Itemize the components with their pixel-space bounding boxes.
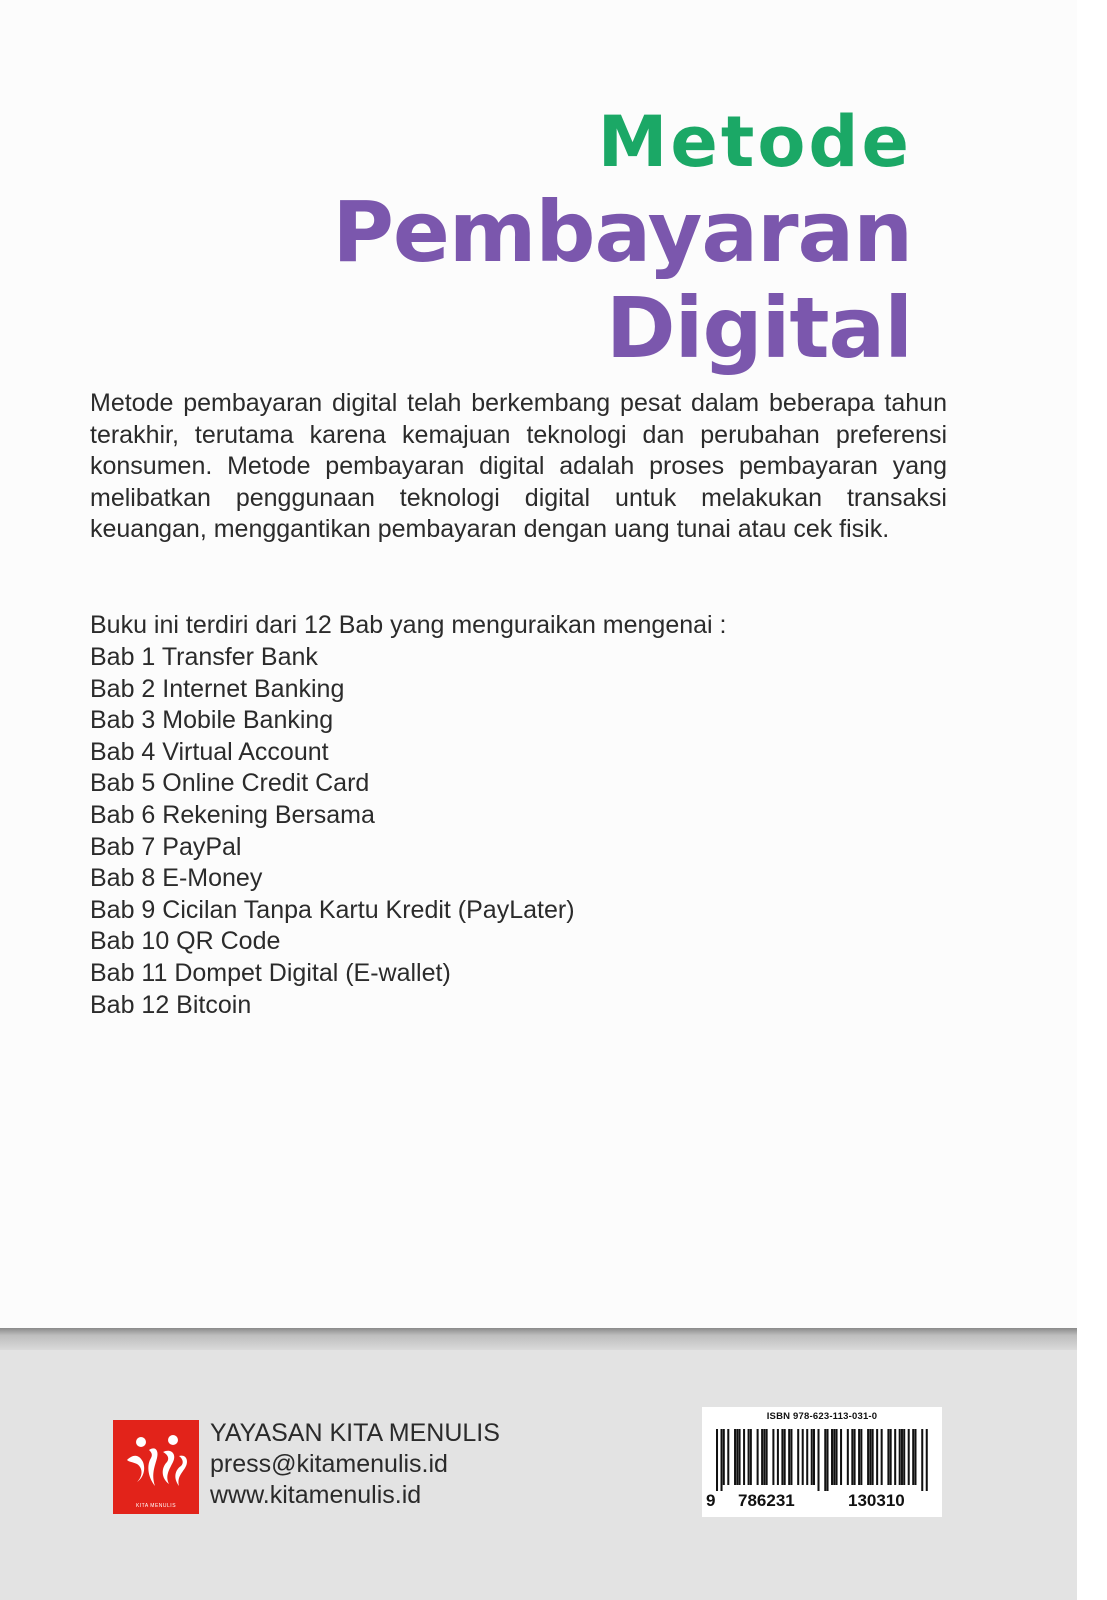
barcode-bar [890,1429,892,1485]
chapter-item: Bab 3 Mobile Banking [90,706,334,735]
chapter-item: Bab 8 E-Money [90,864,263,893]
barcode-bar [736,1429,738,1485]
book-title [332,100,912,376]
publisher-email: press@kitamenulis.id [210,1450,448,1478]
chapter-item: Bab 12 Bitcoin [90,990,252,1019]
publisher-name: YAYASAN KITA MENULIS [210,1419,500,1447]
barcode-bar [887,1429,889,1485]
barcode-bar [831,1429,833,1485]
barcode-bar [851,1429,853,1485]
barcode-bar [914,1429,916,1485]
barcode-bar [881,1429,883,1485]
barcode-bar [817,1429,819,1491]
isbn-label: ISBN 978-623-113-031-0 [766,1411,878,1422]
chapter-item: Bab 9 Cicilan Tanpa Kartu Kredit (PayLater) [90,895,575,924]
barcode-bar [921,1429,923,1491]
barcode-bar [894,1429,896,1485]
barcode-bar [781,1429,783,1485]
chapter-item: Bab 2 Internet Banking [90,674,345,703]
barcode-bar [806,1429,808,1485]
barcode-digits-left: 786231 [738,1491,795,1510]
title-line-pembayaran: Pembayaran [332,183,912,281]
title-line-digital: Digital [605,279,912,377]
barcode-bar [854,1429,856,1485]
page-margin-strip [1077,0,1107,1600]
barcode-bar [811,1429,813,1485]
barcode-bar [824,1429,826,1491]
barcode-bar [908,1429,910,1485]
barcode-bar [903,1429,905,1485]
barcode-bar [833,1429,835,1485]
barcode-bar [743,1429,745,1485]
barcode-bar [734,1429,736,1485]
publisher-logo [113,1420,199,1514]
barcode-bar [721,1429,723,1491]
publisher-logo-mark-icon [113,1420,199,1500]
barcode-bar [901,1429,903,1485]
barcode-bar [926,1429,928,1491]
barcode-bar [757,1429,759,1485]
chapter-item: Bab 7 PayPal [90,832,242,861]
barcode-bar [872,1429,874,1485]
chapter-item: Bab 5 Online Credit Card [90,769,370,798]
barcode-bar [876,1429,878,1485]
barcode-bar [858,1429,860,1485]
chapter-intro: Buku ini terdiri dari 12 Bab yang menguraikan mengenai : [90,611,727,639]
barcode-bar [788,1429,790,1485]
barcode-bar [777,1429,779,1485]
chapter-item: Bab 11 Dompet Digital (E-wallet) [90,958,451,987]
barcode-bar [797,1429,799,1485]
barcode-bar [912,1429,914,1485]
chapter-item: Bab 6 Rekening Bersama [90,800,375,829]
barcode-bar [772,1429,774,1485]
barcode-bar [761,1429,763,1485]
barcode-bar [748,1429,750,1485]
chapter-item: Bab 1 Transfer Bank [90,643,318,671]
barcode-bar [840,1429,842,1485]
barcode-bar [784,1429,786,1485]
barcode-bar [867,1429,869,1485]
barcode-bars-icon [716,1429,928,1491]
barcode-bar [727,1429,729,1485]
barcode-bar [723,1429,725,1485]
barcode-bar [802,1429,804,1485]
barcode-bar [860,1429,862,1485]
barcode-digit-first: 9 [706,1491,716,1510]
publisher-info [210,1418,500,1511]
chapter-list [90,642,575,1021]
publisher-website: www.kitamenulis.id [210,1481,422,1509]
cover-shadow-band [0,1328,1077,1352]
logo-caption: KITA MENULIS [135,1503,177,1509]
barcode-bar [869,1429,871,1485]
chapter-item: Bab 10 QR Code [90,927,281,956]
isbn-barcode [702,1407,942,1517]
barcode-bar [766,1429,768,1485]
barcode-digits-right: 130310 [848,1491,905,1510]
barcode-bar [836,1429,838,1485]
barcode-bar [827,1429,829,1491]
chapter-item: Bab 4 Virtual Account [90,737,329,766]
barcode-bar [899,1429,901,1485]
barcode-bar [739,1429,741,1485]
barcode-bar [716,1429,718,1491]
barcode-bar [847,1429,849,1485]
barcode-bar [790,1429,792,1485]
barcode-bar [750,1429,752,1485]
barcode-bar [813,1429,815,1485]
book-description: Metode pembayaran digital telah berkembang pesat dalam beberapa tahun terakhir, terutama karena kemajuan teknologi dan perubahan preferensi konsumen. Metode pembayaran digital adalah proses pembayaran yang melibatkan penggunaan teknologi digital untuk melakukan transaksi keuangan, menggantikan pembayaran dengan uang tunai atau cek fisik. [90,389,947,544]
title-line-metode: Metode [597,101,912,183]
barcode-bar [763,1429,765,1485]
